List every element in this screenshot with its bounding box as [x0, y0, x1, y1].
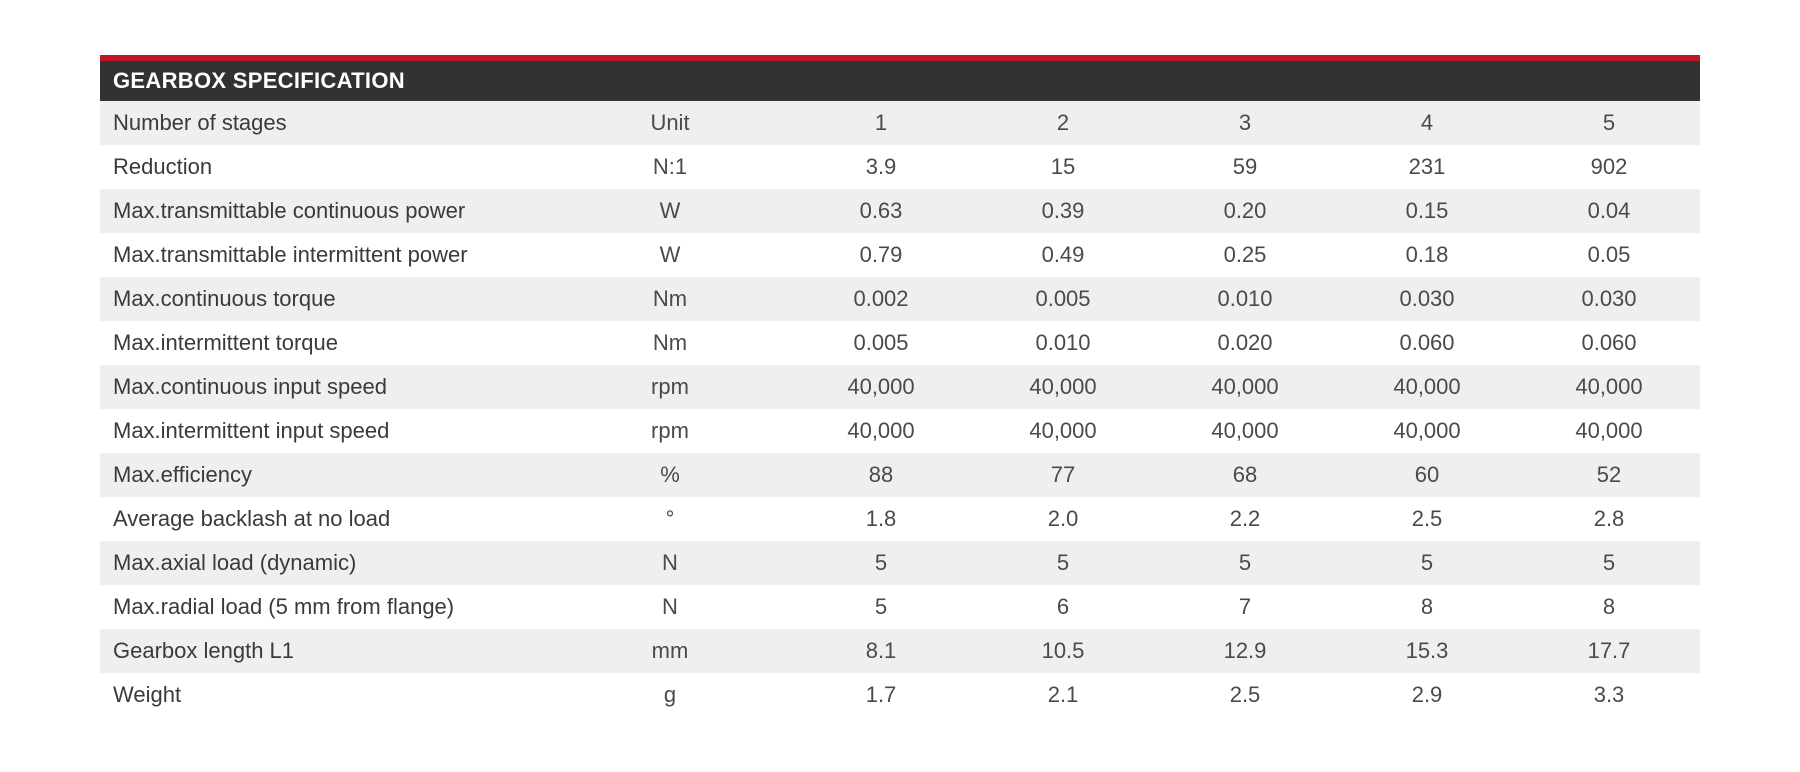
value-cell: 40,000 [1029, 374, 1097, 399]
value-cell: 1.7 [865, 682, 897, 707]
unit-cell: % [660, 462, 680, 487]
value-cell: 8 [1602, 594, 1616, 619]
value-cell: 40,000 [1029, 418, 1097, 443]
row-label: Gearbox length L1 [113, 638, 295, 663]
value-cell: 0.005 [1035, 286, 1091, 311]
spec-row [100, 541, 1700, 585]
row-label: Max.intermittent torque [113, 330, 338, 355]
value-cell: 0.63 [859, 198, 903, 223]
row-label: Max.transmittable intermittent power [113, 242, 468, 267]
spec-row [100, 585, 1700, 629]
value-cell: 52 [1596, 462, 1622, 487]
unit-cell: ° [665, 506, 675, 531]
row-label: Max.radial load (5 mm from flange) [113, 594, 455, 619]
spec-row [100, 673, 1700, 717]
unit-cell: mm [651, 638, 689, 663]
value-cell: 2.1 [1047, 682, 1079, 707]
value-cell: 6 [1056, 594, 1070, 619]
value-cell: 17.7 [1587, 638, 1631, 663]
value-cell: 0.002 [853, 286, 909, 311]
column-header: 1 [874, 110, 888, 135]
value-cell: 40,000 [1211, 374, 1279, 399]
value-cell: 0.04 [1587, 198, 1631, 223]
value-cell: 15 [1050, 154, 1076, 179]
column-header-row [100, 101, 1700, 145]
value-cell: 0.005 [853, 330, 909, 355]
unit-cell: g [663, 682, 677, 707]
value-cell: 7 [1238, 594, 1252, 619]
value-cell: 59 [1232, 154, 1258, 179]
value-cell: 5 [1056, 550, 1070, 575]
spec-row [100, 453, 1700, 497]
row-label: Weight [113, 682, 182, 707]
value-cell: 8.1 [865, 638, 897, 663]
column-header: 4 [1420, 110, 1434, 135]
spec-row [100, 497, 1700, 541]
value-cell: 60 [1414, 462, 1440, 487]
value-cell: 40,000 [847, 374, 915, 399]
value-cell: 0.030 [1399, 286, 1455, 311]
value-cell: 8 [1420, 594, 1434, 619]
spec-row [100, 189, 1700, 233]
value-cell: 2.9 [1411, 682, 1443, 707]
spec-row [100, 629, 1700, 673]
value-cell: 5 [1420, 550, 1434, 575]
value-cell: 68 [1232, 462, 1258, 487]
value-cell: 40,000 [1211, 418, 1279, 443]
value-cell: 0.20 [1223, 198, 1267, 223]
value-cell: 40,000 [1575, 418, 1643, 443]
value-cell: 15.3 [1405, 638, 1449, 663]
unit-cell: N [662, 550, 678, 575]
unit-cell: W [659, 242, 681, 267]
value-cell: 0.39 [1041, 198, 1085, 223]
spec-row [100, 409, 1700, 453]
unit-cell: Nm [652, 286, 688, 311]
unit-cell: W [659, 198, 681, 223]
unit-cell: Nm [652, 330, 688, 355]
row-label: Max.intermittent input speed [113, 418, 390, 443]
spec-row [100, 233, 1700, 277]
value-cell: 12.9 [1223, 638, 1267, 663]
row-label: Average backlash at no load [113, 506, 391, 531]
value-cell: 0.060 [1399, 330, 1455, 355]
unit-cell: rpm [651, 374, 689, 399]
title-bar [100, 61, 1700, 101]
value-cell: 0.060 [1581, 330, 1637, 355]
value-cell: 40,000 [1393, 374, 1461, 399]
spec-row [100, 145, 1700, 189]
value-cell: 3.9 [865, 154, 897, 179]
row-label: Reduction [113, 154, 213, 179]
value-cell: 902 [1590, 154, 1628, 179]
spec-table [100, 101, 1700, 717]
value-cell: 0.15 [1405, 198, 1449, 223]
value-cell: 1.8 [865, 506, 897, 531]
spec-table-body [100, 101, 1700, 717]
row-label: Max.continuous input speed [113, 374, 387, 399]
value-cell: 0.010 [1217, 286, 1273, 311]
value-cell: 40,000 [847, 418, 915, 443]
value-cell: 2.5 [1411, 506, 1443, 531]
value-cell: 0.79 [859, 242, 903, 267]
column-header: 5 [1602, 110, 1616, 135]
spec-row [100, 277, 1700, 321]
unit-cell: rpm [651, 418, 689, 443]
spec-row [100, 365, 1700, 409]
value-cell: 0.030 [1581, 286, 1637, 311]
row-label: Max.continuous torque [113, 286, 336, 311]
value-cell: 0.49 [1041, 242, 1085, 267]
table-title: GEARBOX SPECIFICATION [113, 68, 405, 93]
value-cell: 5 [1602, 550, 1616, 575]
row-label: Max.axial load (dynamic) [113, 550, 357, 575]
unit-cell: N:1 [652, 154, 688, 179]
value-cell: 2.5 [1229, 682, 1261, 707]
value-cell: 88 [868, 462, 894, 487]
value-cell: 2.2 [1229, 506, 1261, 531]
value-cell: 5 [874, 550, 888, 575]
value-cell: 0.18 [1405, 242, 1449, 267]
spec-row [100, 321, 1700, 365]
column-header: 2 [1056, 110, 1070, 135]
value-cell: 2.8 [1593, 506, 1625, 531]
value-cell: 77 [1050, 462, 1076, 487]
value-cell: 231 [1408, 154, 1446, 179]
value-cell: 40,000 [1393, 418, 1461, 443]
value-cell: 0.05 [1587, 242, 1631, 267]
row-label: Max.efficiency [113, 462, 252, 487]
value-cell: 0.25 [1223, 242, 1267, 267]
column-header: Unit [650, 110, 690, 135]
value-cell: 0.020 [1217, 330, 1273, 355]
value-cell: 10.5 [1041, 638, 1085, 663]
column-header-label: Number of stages [113, 110, 287, 135]
value-cell: 0.010 [1035, 330, 1091, 355]
value-cell: 3.3 [1593, 682, 1625, 707]
value-cell: 5 [1238, 550, 1252, 575]
unit-cell: N [662, 594, 678, 619]
value-cell: 2.0 [1047, 506, 1079, 531]
column-header: 3 [1238, 110, 1252, 135]
value-cell: 40,000 [1575, 374, 1643, 399]
gearbox-spec-block [100, 55, 1700, 717]
row-label: Max.transmittable continuous power [113, 198, 466, 223]
value-cell: 5 [874, 594, 888, 619]
